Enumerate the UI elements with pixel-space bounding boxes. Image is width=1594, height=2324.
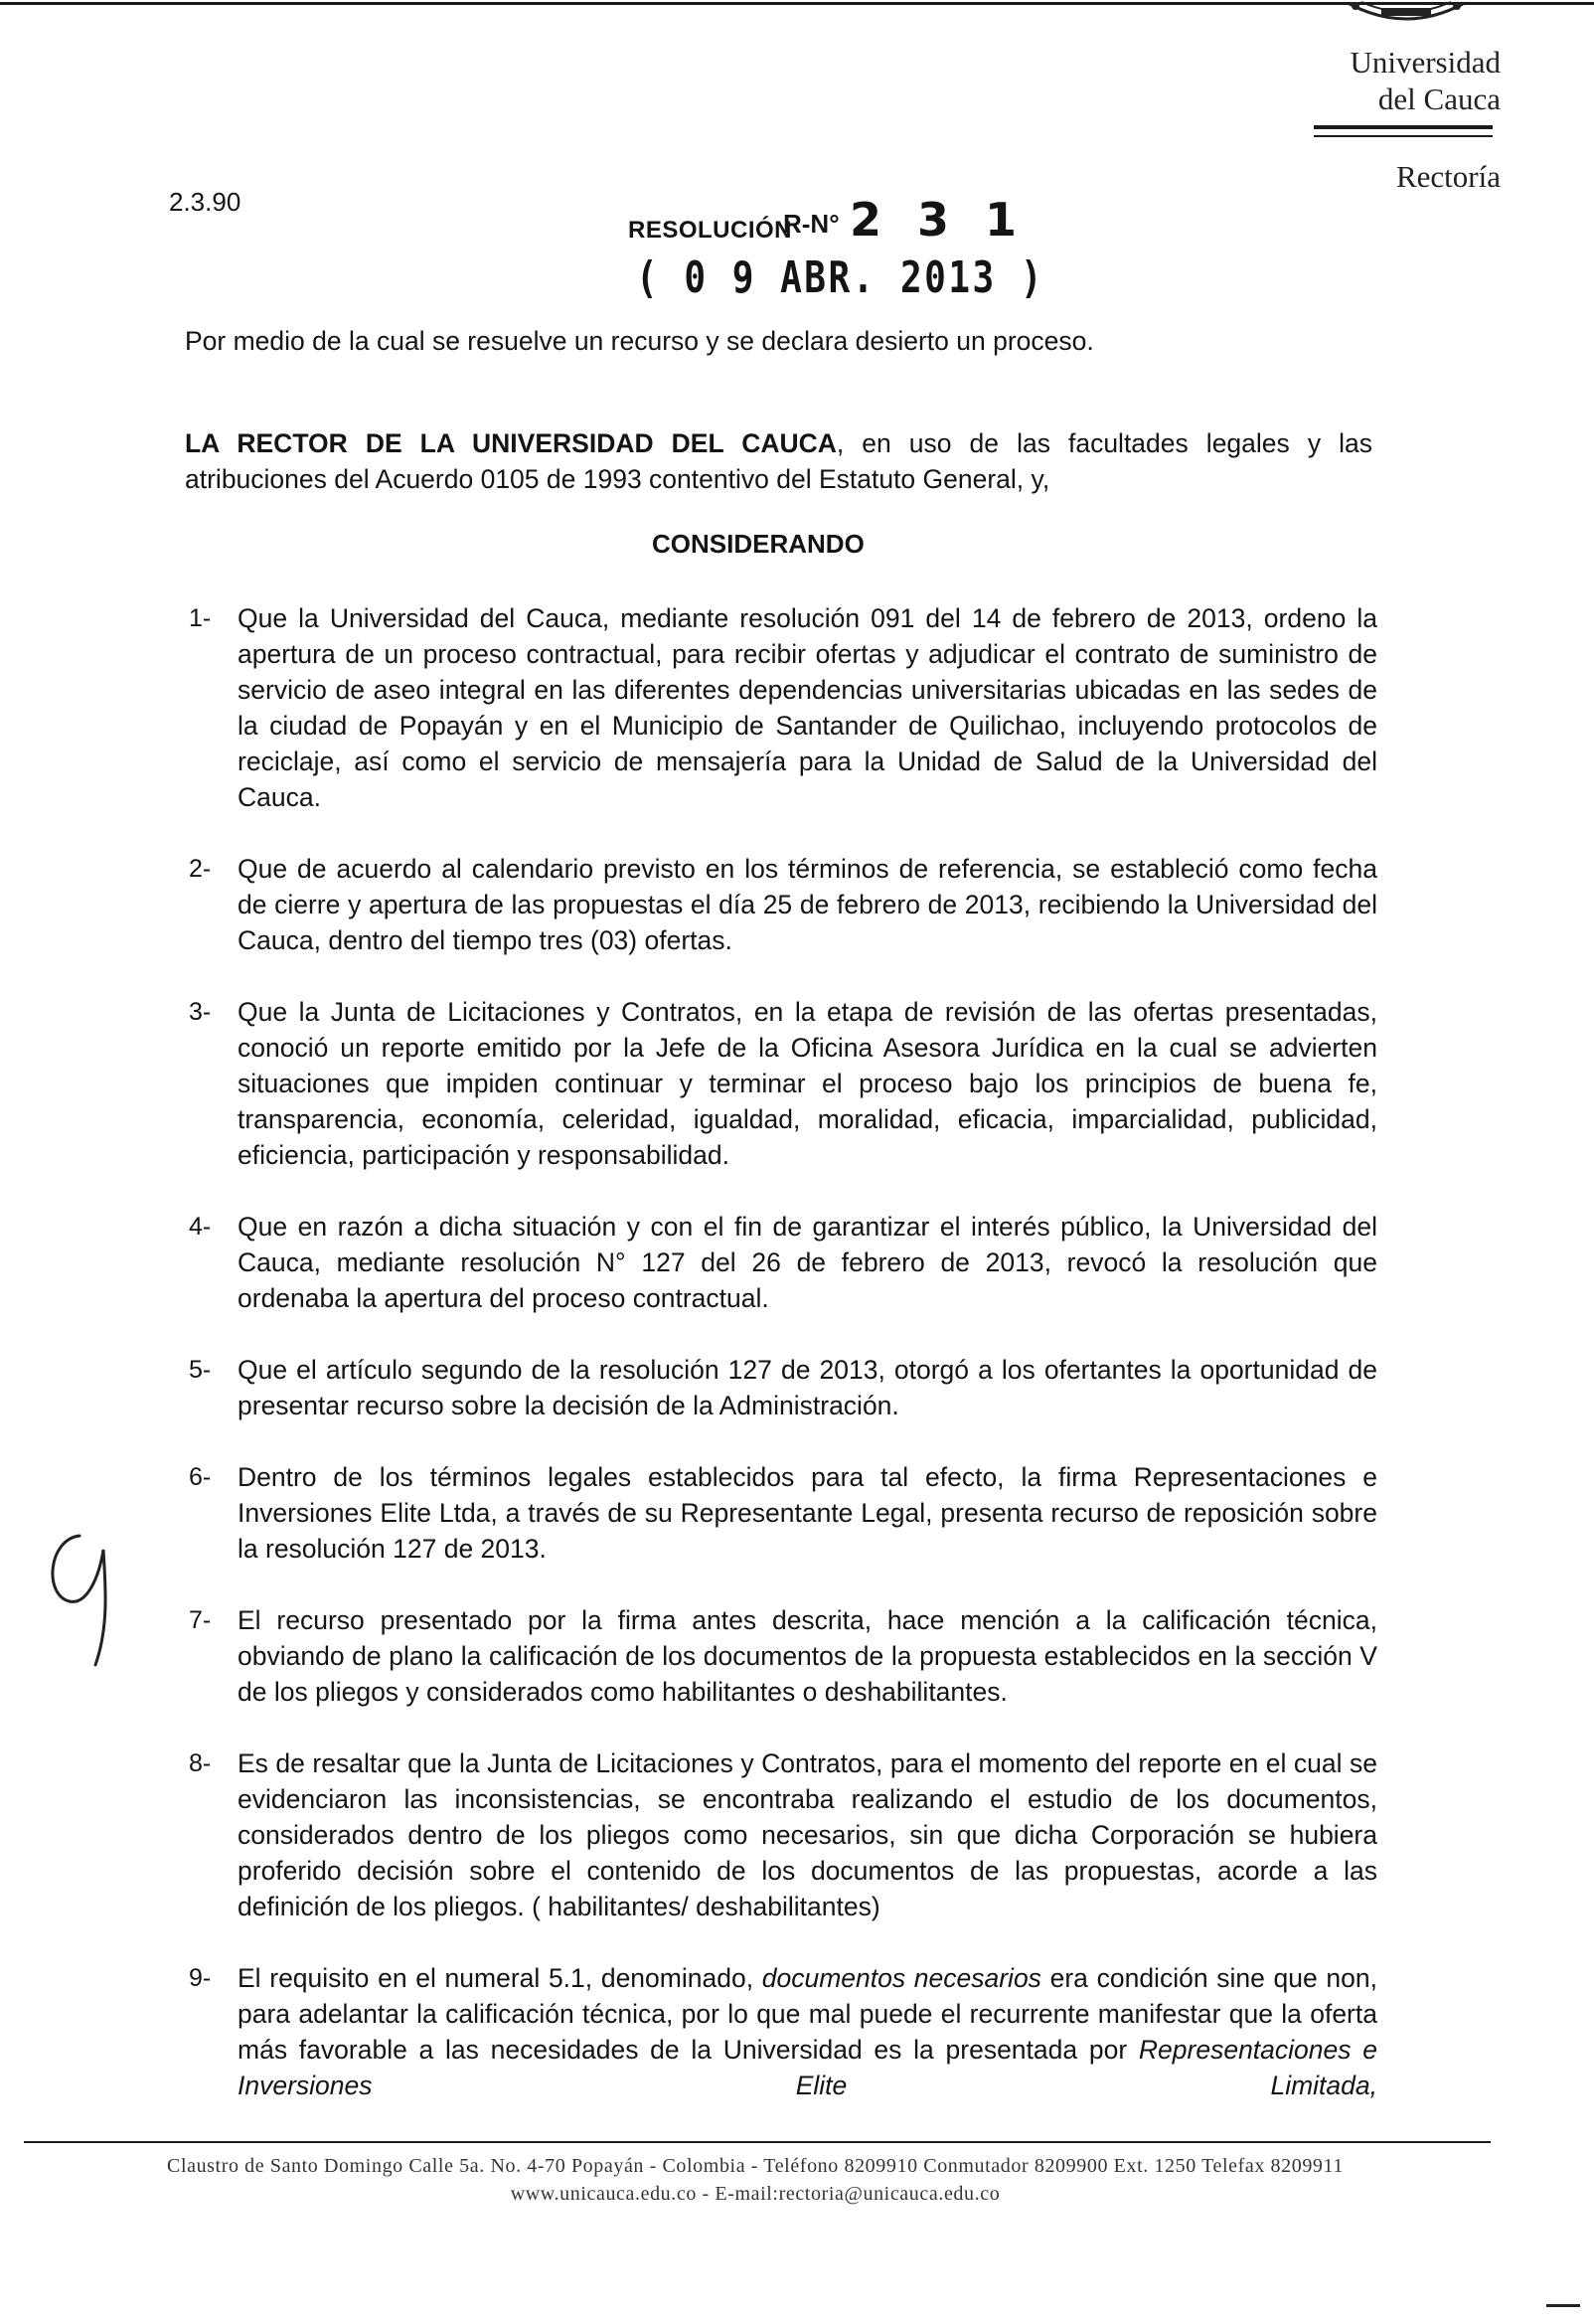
considerando-item <box>185 600 1377 815</box>
university-seal-icon <box>1342 0 1471 28</box>
item-number: 9- <box>189 1964 212 1992</box>
item-text: Es de resaltar que la Junta de Licitaciones y Contratos, para el momento del reporte en el cual se evidenciaron las inconsistencias, se encontraba realizando el estudio de los documentos, considerados dentro de los pliegos como necesarios, sin que dicha Corporación se hubiera proferido decisión sobre el contenido de los documentos de las propuestas, acorde a las definición de los pliegos. ( habilitantes/ deshabilitantes) <box>238 1748 1377 1921</box>
item-number: 1- <box>189 604 212 632</box>
resolution-mark: R-N° <box>783 209 840 239</box>
item-text: Que en razón a dicha situación y con el fin de garantizar el interés público, la Universidad del Cauca, mediante resolución N° 127 del 26 de febrero de 2013, revocó la resolución que ordenaba la apertura del proceso contractual. <box>238 1212 1377 1313</box>
footer-contact: www.unicauca.edu.co - E-mail:rectoria@unicauca.edu.co <box>510 2183 1001 2205</box>
corner-mark <box>1546 2304 1580 2307</box>
item-emphasis: documentos necesarios <box>761 1963 1041 1993</box>
footer-rule <box>24 2141 1491 2143</box>
considerando-item <box>185 1602 1377 1710</box>
considerando-item <box>185 1960 1377 2103</box>
preamble-authority: LA RECTOR DE LA UNIVERSIDAD DEL CAUCA <box>185 428 837 458</box>
initials-signature-icon <box>40 1526 129 1675</box>
header-rule-thin <box>1314 135 1493 137</box>
resolution-date-stamp: ( 0 9 ABR. 2013 ) <box>636 252 1045 303</box>
item-number: 4- <box>189 1213 212 1241</box>
resolution-subject: Por medio de la cual se resuelve un recurso y se declara desierto un proceso. <box>185 326 1094 356</box>
item-text: Que la Universidad del Cauca, mediante resolución 091 del 14 de febrero de 2013, ordeno la apertura de un proceso contractual, para recibir ofertas y adjudicar el contrato de suministro de servicio de aseo integral en las diferentes dependencias universitarias ubicadas en las sedes de la ciudad de Popayán y en el Municipio de Santander de Quilichao, incluyendo protocolos de reciclaje, así como el servicio de mensajería para la Unidad de Salud de la Universidad del Cauca. <box>238 603 1377 812</box>
item-number: 2- <box>189 855 212 883</box>
item-number: 7- <box>189 1606 212 1634</box>
item-number: 5- <box>189 1356 212 1384</box>
considerando-item <box>185 851 1377 958</box>
item-text: Que la Junta de Licitaciones y Contratos, en la etapa de revisión de las ofertas presentadas, conoció un reporte emitido por la Jefe de la Oficina Asesora Jurídica en la cual se advierten situaciones que impiden continuar y terminar el proceso bajo los principios de buena fe, transparencia, economía, celeridad, igualdad, moralidad, eficacia, imparcialidad, publicidad, eficiencia, participación y responsabilidad. <box>238 997 1377 1170</box>
institution-line-1: Universidad <box>1350 45 1501 80</box>
item-text: Que el artículo segundo de la resolución 127 de 2013, otorgó a los ofertantes la oportunidad de presentar recurso sobre la decisión de la Administración. <box>238 1355 1377 1420</box>
item-text: era condición sine que non, para adelantar la calificación técnica, por lo que mal puede el recurrente manifestar que la oferta más favorable a las necesidades de la Universidad es la presentada por <box>238 1963 1377 2065</box>
item-number: 8- <box>189 1749 212 1777</box>
item-text: El requisito en el numeral 5.1, denominado, <box>238 1963 762 1993</box>
item-text: Dentro de los términos legales establecidos para tal efecto, la firma Representaciones e Inversiones Elite Ltda, a través de su Representante Legal, presenta recurso de reposición sobre la resolución 127 de 2013. <box>238 1462 1377 1564</box>
resolution-number: 2 3 1 <box>850 193 1028 247</box>
considerando-heading: CONSIDERANDO <box>652 529 865 559</box>
item-number: 6- <box>189 1463 212 1491</box>
considerando-item <box>185 1459 1377 1567</box>
considerando-item <box>185 994 1377 1173</box>
considerando-item <box>185 1745 1377 1924</box>
institution-line-2: del Cauca <box>1377 82 1501 116</box>
header-rule <box>1314 125 1493 129</box>
considerando-item <box>185 1352 1377 1423</box>
institution-name <box>1292 44 1501 117</box>
document-code: 2.3.90 <box>169 187 241 217</box>
footer-address: Claustro de Santo Domingo Calle 5a. No. 4-70 Popayán - Colombia - Teléfono 8209910 Conmutador 8209900 Ext. 1250 Telefax 8209911 <box>167 2155 1344 2177</box>
considerando-list <box>185 600 1377 2139</box>
office-name: Rectoría <box>1395 159 1501 194</box>
item-number: 3- <box>189 998 212 1026</box>
preamble-text: , en uso de las facultades legales y las atribuciones del Acuerdo 0105 de 1993 contentivo del Estatuto General, y, <box>185 428 1372 494</box>
item-text: El recurso presentado por la firma antes descrita, hace mención a la calificación técnica, obviando de plano la calificación de los documentos de la propuesta establecidos en la sección V de los pliegos y considerados como habilitantes o deshabilitantes. <box>238 1605 1377 1707</box>
item-emphasis: Representaciones e Inversiones Elite Limitada, <box>238 2035 1377 2100</box>
preamble-paragraph <box>185 425 1372 497</box>
item-text: Que de acuerdo al calendario previsto en los términos de referencia, se estableció como fecha de cierre y apertura de las propuestas el día 25 de febrero de 2013, recibiendo la Universidad del Cauca, dentro del tiempo tres (03) ofertas. <box>238 854 1377 955</box>
resolution-title: RESOLUCIÓN <box>628 217 793 244</box>
considerando-item <box>185 1209 1377 1316</box>
